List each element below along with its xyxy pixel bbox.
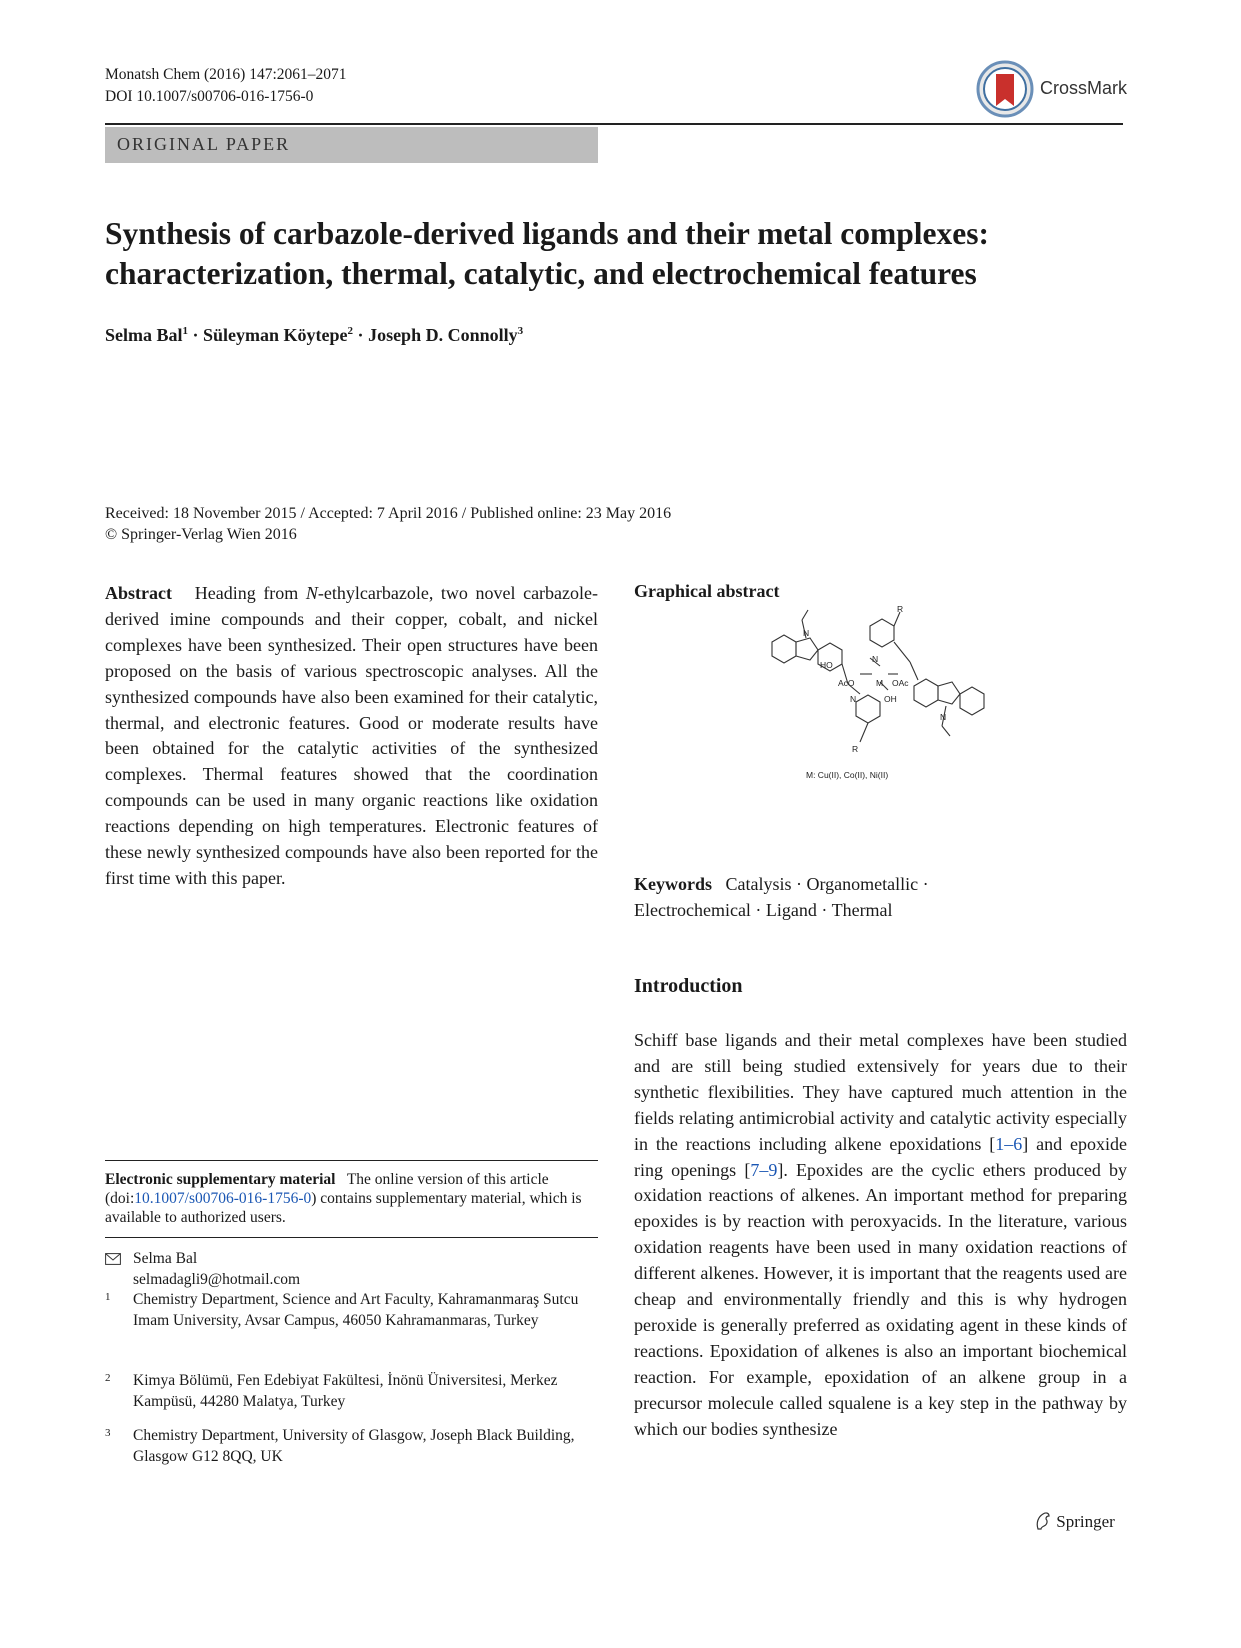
graphical-abstract-heading: Graphical abstract: [634, 581, 780, 601]
corresponding-author: [105, 1248, 598, 1290]
journal-info: [105, 64, 347, 108]
abstract-text-start: Heading from: [194, 583, 306, 603]
doi-link[interactable]: 10.1007/s00706-016-1756-0: [134, 1190, 312, 1207]
n-label: N: [803, 628, 810, 638]
contact-email[interactable]: selmadagli9@hotmail.com: [133, 1271, 301, 1288]
abstract-italic: N: [305, 583, 318, 603]
introduction-text: [634, 1028, 1127, 1443]
doi-line: DOI 10.1007/s00706-016-1756-0: [105, 88, 314, 105]
affiliation-text: Chemistry Department, Science and Art Faculty, Kahramanmaraş Sutcu Imam University, Avsar Campus, 46050 Kahramanmaras, Turkey: [133, 1291, 579, 1329]
footnote-rule: [105, 1160, 598, 1161]
contact-name: Selma Bal: [133, 1250, 198, 1267]
abstract-heading: Abstract: [105, 583, 172, 603]
reference-link[interactable]: 1–6: [995, 1133, 1023, 1154]
introduction-heading: Introduction: [634, 975, 743, 997]
graphical-abstract-figure: [760, 602, 1000, 822]
metal-label: M: [876, 678, 884, 688]
author-name[interactable]: Süleyman Köytepe: [203, 325, 348, 345]
envelope-icon: [105, 1253, 121, 1265]
crossmark-label: CrossMark: [1040, 78, 1128, 98]
oac-label: OAc: [892, 678, 909, 688]
paper-title: [105, 214, 1125, 294]
title-line-2: characterization, thermal, catalytic, and electrochemical features: [105, 256, 977, 291]
r-label: R: [897, 604, 904, 614]
molecule-structure-diagram: [760, 602, 1000, 822]
abstract-text-rest: -ethylcarbazole, two novel carbazole-derived imine compounds and their copper, cobalt, and nickel complexes have been synthesized. Their open structures have been proposed on the basis of various spectroscopic analyses. All the synthesized compounds have also been examined for their catalytic, thermal, and electronic features. Good or moderate results have been obtained for the catalytic activities of the synthesized complexes. Thermal features showed that the coordination compounds can be used in many organic reactions like oxidation reactions depending on high temperatures. Electronic features of these newly synthesized compounds have also been reported for the first time with this paper.: [105, 583, 599, 888]
publisher-name: Springer: [1056, 1512, 1115, 1531]
affiliation-number: 2: [105, 1372, 111, 1384]
r-label: R: [852, 744, 859, 754]
publisher-logo: [1034, 1511, 1115, 1532]
esm-text-end: ) contains supplementary material, which is available to authorized users.: [105, 1190, 582, 1226]
n-label: N: [850, 694, 857, 704]
supplementary-material-note: [105, 1170, 598, 1227]
esm-heading: Electronic supplementary material: [105, 1171, 336, 1188]
author-name[interactable]: Joseph D. Connolly: [368, 325, 518, 345]
esm-text: The online version of this article (doi:: [105, 1171, 549, 1207]
ho-label: HO: [820, 660, 833, 670]
intro-text-part: ] and epoxide ring openings [: [634, 1133, 1127, 1180]
n-label: N: [940, 712, 947, 722]
keywords: [634, 872, 1127, 923]
intro-text-part: ]. Epoxides are the cyclic ethers produced by oxidation reactions of alkenes. An important method for preparing epoxides is by reaction with peroxyacids. In the literature, various oxidation reagents have been used in many oxidation reactions of different alkenes. However, it is important that the reagents used are cheap and environmentally friendly and this is why hydrogen peroxide is generally preferred as oxidating agent in these kinds of reactions. Epoxidation of alkenes is also an important biochemical reaction. For example, epoxidation of an alkene group in a precursor molecule called squalene is a key step in the pathway by which our bodies synthesize: [634, 1159, 1128, 1439]
header-rule: [105, 123, 1123, 125]
author-affiliation-mark: 1: [182, 325, 189, 337]
n-label: N: [872, 654, 879, 664]
affiliation-text: Chemistry Department, University of Glasgow, Joseph Black Building, Glasgow G12 8QQ, UK: [133, 1427, 575, 1465]
history-line: Received: 18 November 2015 / Accepted: 7 April 2016 / Published online: 23 May 2016: [105, 505, 672, 522]
keywords-heading: Keywords: [634, 874, 712, 894]
affiliation-number: 1: [105, 1291, 111, 1303]
intro-text-part: Schiff base ligands and their metal complexes have been studied and are still being studied extensively for years due to their synthetic flexibilities. They have captured much attention in the fields relating antimicrobial activity and catalytic activity especially in the reactions including alkene epoxidations [: [634, 1030, 1127, 1154]
affiliation-number: 3: [105, 1427, 111, 1439]
affiliation-text: Kimya Bölümü, Fen Edebiyat Fakültesi, İnönü Üniversitesi, Merkez Kampüsü, 44280 Malatya, Turkey: [133, 1372, 558, 1410]
title-line-1: Synthesis of carbazole-derived ligands and their metal complexes:: [105, 216, 989, 251]
metal-caption: M: Cu(II), Co(II), Ni(II): [806, 770, 889, 780]
publication-dates: [105, 503, 671, 545]
author-affiliation-mark: 2: [347, 325, 354, 337]
author-name[interactable]: Selma Bal: [105, 325, 183, 345]
author-affiliation-mark: 3: [517, 325, 524, 337]
author-separator: ·: [353, 325, 369, 345]
author-list: [105, 325, 523, 346]
journal-citation: Monatsh Chem (2016) 147:2061–2071: [105, 66, 347, 83]
author-separator: ·: [188, 325, 204, 345]
crossmark-icon: [976, 60, 1034, 118]
article-type: ORIGINAL PAPER: [117, 134, 291, 154]
oh-label: OH: [884, 694, 897, 704]
crossmark-badge[interactable]: [976, 60, 1126, 120]
keywords-line-2: Electrochemical · Ligand · Thermal: [634, 899, 893, 920]
reference-link[interactable]: 7–9: [750, 1159, 778, 1180]
footnote-rule: [105, 1237, 598, 1238]
abstract: [105, 581, 598, 892]
keywords-line-1: Catalysis · Organometallic ·: [725, 874, 929, 894]
article-type-bar: [105, 127, 598, 163]
springer-horse-icon: [1034, 1511, 1052, 1531]
aco-label: AcO: [838, 678, 855, 688]
copyright-line: © Springer-Verlag Wien 2016: [105, 526, 297, 543]
